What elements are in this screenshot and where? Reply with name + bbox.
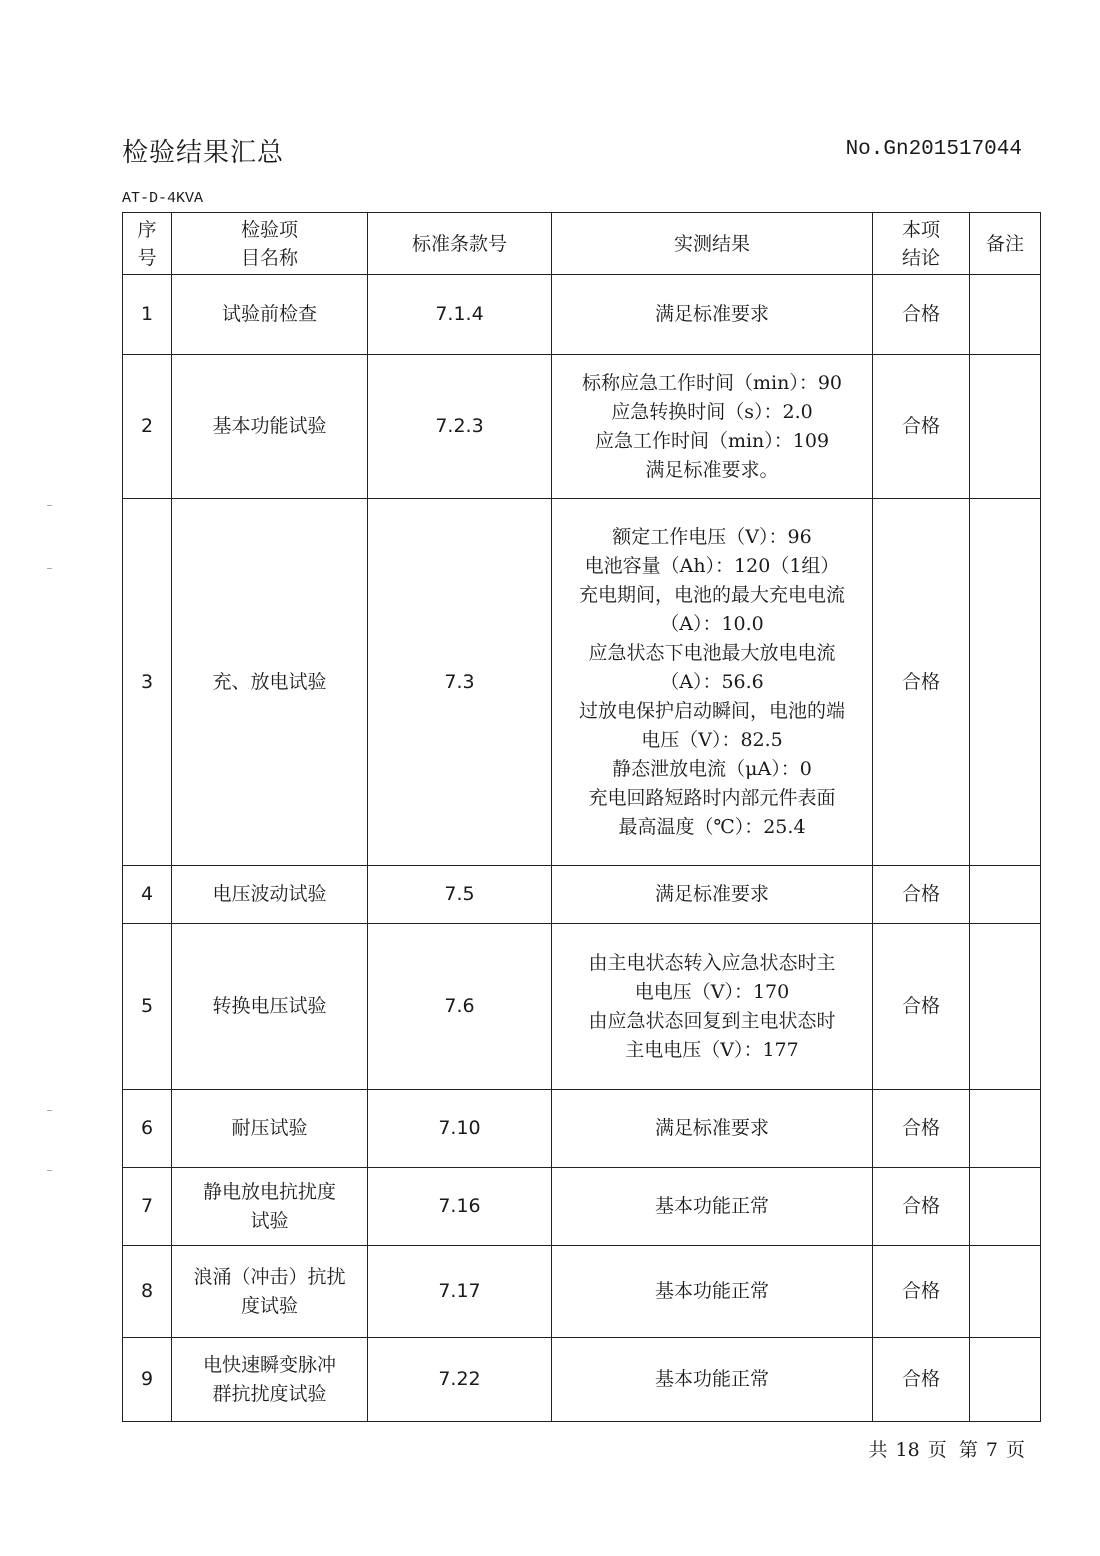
row-remark [970,1168,1041,1246]
row-result: 满足标准要求 [552,275,873,355]
row-conclusion: 合格 [873,1090,970,1168]
row-item-name: 电快速瞬变脉冲 群抗扰度试验 [172,1338,368,1422]
page-footer [865,1435,1025,1462]
product-model: AT-D-4KVA [122,190,204,207]
row-remark [970,924,1041,1090]
col-header-clause: 标准条款号 [368,213,552,275]
row-item-name: 浪涌（冲击）抗扰 度试验 [172,1246,368,1338]
page-title: 检验结果汇总 [122,138,285,168]
report-number: No.Gn201517044 [845,138,1022,161]
table-row [123,1338,1041,1422]
row-seq: 3 [123,499,172,866]
row-clause: 7.22 [368,1338,552,1422]
row-remark [970,1338,1041,1422]
table-row [123,275,1041,355]
scan-mark [47,568,52,569]
table-row [123,866,1041,924]
table-row [123,1246,1041,1338]
row-item-name: 静电放电抗扰度 试验 [172,1168,368,1246]
row-seq: 5 [123,924,172,1090]
table-row [123,355,1041,499]
col-header-conclusion: 本项 结论 [873,213,970,275]
row-item-name: 充、放电试验 [172,499,368,866]
row-clause: 7.6 [368,924,552,1090]
row-item-name: 转换电压试验 [172,924,368,1090]
scan-mark [47,505,52,506]
scan-mark [47,1110,52,1111]
row-result: 满足标准要求 [552,1090,873,1168]
row-clause: 7.10 [368,1090,552,1168]
row-seq: 8 [123,1246,172,1338]
table-row [123,1168,1041,1246]
row-remark [970,499,1041,866]
row-clause: 7.5 [368,866,552,924]
row-remark [970,1246,1041,1338]
table-row [123,499,1041,866]
results-table [122,212,1041,1422]
row-result: 基本功能正常 [552,1246,873,1338]
row-result: 额定工作电压（V）：96 电池容量（Ah）：120（1组） 充电期间，电池的最大充电电流 （A）：10.0 应急状态下电池最大放电电流 （A）：56.6 过放电保护启动瞬间，电池的端 电压（V）：82.5 静态泄放电流（μA）：0 充电回路短路时内部元件表面 最高温度（℃）：25.4 [552,499,873,866]
row-conclusion: 合格 [873,275,970,355]
row-conclusion: 合格 [873,499,970,866]
row-remark [970,1090,1041,1168]
row-result: 由主电状态转入应急状态时主 电电压（V）：170 由应急状态回复到主电状态时 主电电压（V）：177 [552,924,873,1090]
row-result: 满足标准要求 [552,866,873,924]
row-seq: 6 [123,1090,172,1168]
row-conclusion: 合格 [873,1168,970,1246]
col-header-remark: 备注 [970,213,1041,275]
row-seq: 2 [123,355,172,499]
table-header-row [123,213,1041,275]
row-clause: 7.2.3 [368,355,552,499]
row-item-name: 电压波动试验 [172,866,368,924]
col-header-result: 实测结果 [552,213,873,275]
col-header-item: 检验项 目名称 [172,213,368,275]
row-clause: 7.16 [368,1168,552,1246]
row-item-name: 基本功能试验 [172,355,368,499]
row-result: 标称应急工作时间（min）：90 应急转换时间（s）：2.0 应急工作时间（min）：109 满足标准要求。 [552,355,873,499]
row-clause: 7.1.4 [368,275,552,355]
row-remark [970,355,1041,499]
row-conclusion: 合格 [873,1338,970,1422]
table-row [123,1090,1041,1168]
row-seq: 1 [123,275,172,355]
row-conclusion: 合格 [873,355,970,499]
row-result: 基本功能正常 [552,1168,873,1246]
table-row [123,924,1041,1090]
row-item-name: 耐压试验 [172,1090,368,1168]
row-seq: 4 [123,866,172,924]
total-pages: 共 18 页 [868,1439,947,1461]
row-conclusion: 合格 [873,924,970,1090]
scan-mark [47,1170,52,1171]
row-seq: 7 [123,1168,172,1246]
row-conclusion: 合格 [873,1246,970,1338]
row-item-name: 试验前检查 [172,275,368,355]
row-clause: 7.17 [368,1246,552,1338]
row-remark [970,866,1041,924]
row-clause: 7.3 [368,499,552,866]
row-conclusion: 合格 [873,866,970,924]
col-header-seq: 序 号 [123,213,172,275]
row-remark [970,275,1041,355]
row-seq: 9 [123,1338,172,1422]
current-page: 第 7 页 [958,1439,1025,1461]
row-result: 基本功能正常 [552,1338,873,1422]
